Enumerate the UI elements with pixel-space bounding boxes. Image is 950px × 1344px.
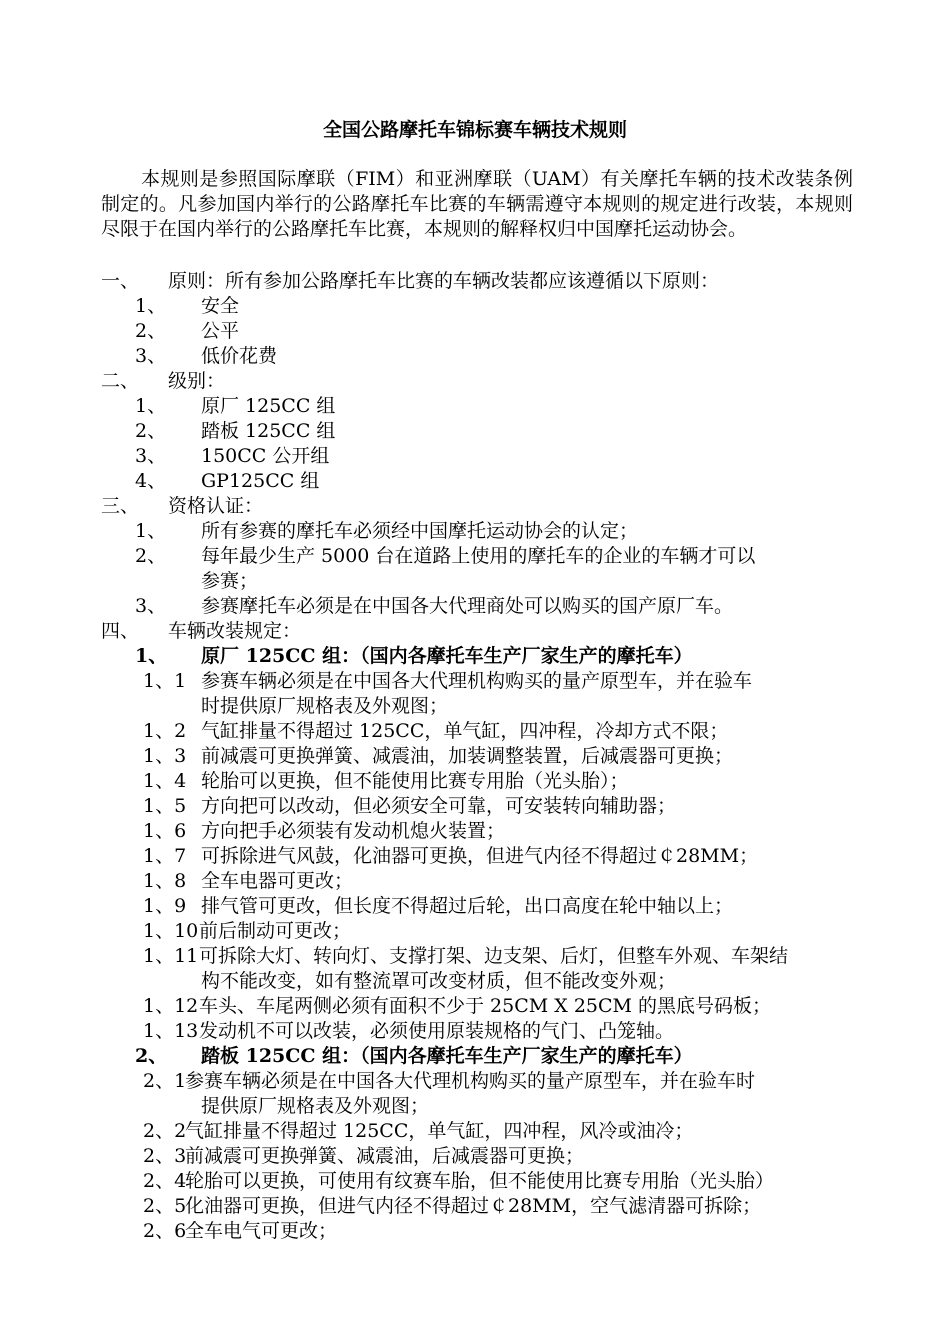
group-number: 1、 [135, 645, 168, 667]
rule-number: 1、13 [143, 1020, 199, 1042]
list-item-number: 3、 [135, 595, 167, 617]
list-item-text: 踏板 125CC 组 [201, 420, 336, 442]
list-item-number: 1、 [135, 520, 167, 542]
list-item-text: 每年最少生产 5000 台在道路上使用的摩托车的企业的车辆才可以 [201, 545, 756, 567]
rule-number: 2、2 [143, 1120, 187, 1142]
list-item-text: 低价花费 [201, 345, 278, 367]
section-number: 三、 [101, 495, 140, 517]
rule-number: 2、6 [143, 1220, 187, 1242]
rule-text: 全车电器可更改； [201, 870, 354, 892]
list-item-text: 150CC 公开组 [201, 445, 330, 467]
rule-number: 1、8 [143, 870, 187, 892]
rule-number: 1、2 [143, 720, 187, 742]
rule-text: 化油器可更换，但进气内径不得超过￠28MM，空气滤清器可拆除； [185, 1195, 762, 1217]
section-heading: 资格认证： [168, 495, 264, 517]
rule-number: 1、6 [143, 820, 187, 842]
section-number: 四、 [101, 620, 140, 642]
rule-text: 方向把可以改动，但必须安全可靠，可安装转向辅助器； [201, 795, 677, 817]
list-item-number: 2、 [135, 320, 167, 342]
rule-text: 参赛车辆必须是在中国各大代理机构购买的量产原型车，并在验车时 [185, 1070, 756, 1092]
group-heading: 原厂 125CC 组：（国内各摩托车生产厂家生产的摩托车） [201, 645, 693, 667]
rule-text: 发动机不可以改装，必须使用原装规格的气门、凸笼轴。 [199, 1020, 675, 1042]
group-number: 2、 [135, 1045, 168, 1067]
section-heading: 级别： [168, 370, 226, 392]
section-heading: 原则：所有参加公路摩托车比赛的车辆改装都应该遵循以下原则： [168, 270, 720, 292]
list-item-text: 所有参赛的摩托车必须经中国摩托运动协会的认定； [201, 520, 639, 542]
rule-number: 1、7 [143, 845, 187, 867]
list-item-text: GP125CC 组 [201, 470, 320, 492]
rule-text: 方向把手必须装有发动机熄火装置； [201, 820, 506, 842]
rule-number: 1、4 [143, 770, 187, 792]
rule-text: 前减震可更换弹簧、减震油，加装调整装置，后减震器可更换； [201, 745, 734, 767]
rule-number: 1、3 [143, 745, 187, 767]
section-number: 二、 [101, 370, 140, 392]
rule-text: 全车电气可更改； [185, 1220, 338, 1242]
list-item-number: 1、 [135, 395, 167, 417]
rule-text: 排气管可更改，但长度不得超过后轮，出口高度在轮中轴以上； [201, 895, 734, 917]
rule-number: 1、11 [143, 945, 199, 967]
rule-number: 1、1 [143, 670, 187, 692]
list-item-number: 3、 [135, 445, 167, 467]
rule-number: 2、1 [143, 1070, 187, 1092]
rule-text: 前减震可更换弹簧、减震油，后减震器可更换； [185, 1145, 585, 1167]
rule-number: 1、12 [143, 995, 199, 1017]
list-item-text-continued: 参赛； [201, 570, 259, 592]
list-item-text: 安全 [201, 295, 240, 317]
rule-text-continued: 提供原厂规格表及外观图； [201, 1095, 430, 1117]
rule-text: 轮胎可以更换，但不能使用比赛专用胎（光头胎）； [201, 770, 629, 792]
rule-number: 2、4 [143, 1170, 187, 1192]
rule-text: 可拆除进气风鼓，化油器可更换，但进气内径不得超过￠28MM； [201, 845, 759, 867]
rule-text: 气缸排量不得超过 125CC，单气缸，四冲程，风冷或油冷； [185, 1120, 694, 1142]
rule-text: 气缸排量不得超过 125CC，单气缸，四冲程，冷却方式不限； [201, 720, 729, 742]
rule-text: 前后制动可更改； [199, 920, 352, 942]
rule-text-continued: 构不能改变，如有整流罩可改变材质，但不能改变外观； [201, 970, 677, 992]
rule-number: 2、3 [143, 1145, 187, 1167]
section-heading: 车辆改装规定： [168, 620, 302, 642]
list-item-number: 3、 [135, 345, 167, 367]
rule-text: 轮胎可以更换，可使用有纹赛车胎，但不能使用比赛专用胎（光头胎） [185, 1170, 775, 1192]
list-item-number: 4、 [135, 470, 167, 492]
list-item-number: 2、 [135, 545, 167, 567]
list-item-number: 1、 [135, 295, 167, 317]
rule-number: 1、10 [143, 920, 199, 942]
group-heading: 踏板 125CC 组：（国内各摩托车生产厂家生产的摩托车） [201, 1045, 693, 1067]
section-number: 一、 [101, 270, 140, 292]
list-item-number: 2、 [135, 420, 167, 442]
rule-text: 可拆除大灯、转向灯、支撑打架、边支架、后灯，但整车外观、车架结 [199, 945, 789, 967]
list-item-text: 公平 [201, 320, 240, 342]
list-item-text: 参赛摩托车必须是在中国各大代理商处可以购买的国产原厂车。 [201, 595, 734, 617]
intro-paragraph: 本规则是参照国际摩联（FIM）和亚洲摩联（UAM）有关摩托车辆的技术改装条例制定的。凡参加国内举行的公路摩托车比赛的车辆需遵守本规则的规定进行改装，本规则尽限于在国内举行的公路摩托车比赛，本规则的解释权归中国摩托运动协会。 [101, 168, 853, 240]
rule-number: 1、9 [143, 895, 187, 917]
rule-text: 参赛车辆必须是在中国各大代理机构购买的量产原型车，并在验车 [201, 670, 753, 692]
rule-text: 车头、车尾两侧必须有面积不少于 25CM X 25CM 的黑底号码板； [199, 995, 772, 1017]
document-title: 全国公路摩托车锦标赛车辆技术规则 [322, 119, 627, 141]
rule-number: 2、5 [143, 1195, 187, 1217]
rule-text-continued: 时提供原厂规格表及外观图； [201, 695, 449, 717]
list-item-text: 原厂 125CC 组 [201, 395, 336, 417]
rule-number: 1、5 [143, 795, 187, 817]
